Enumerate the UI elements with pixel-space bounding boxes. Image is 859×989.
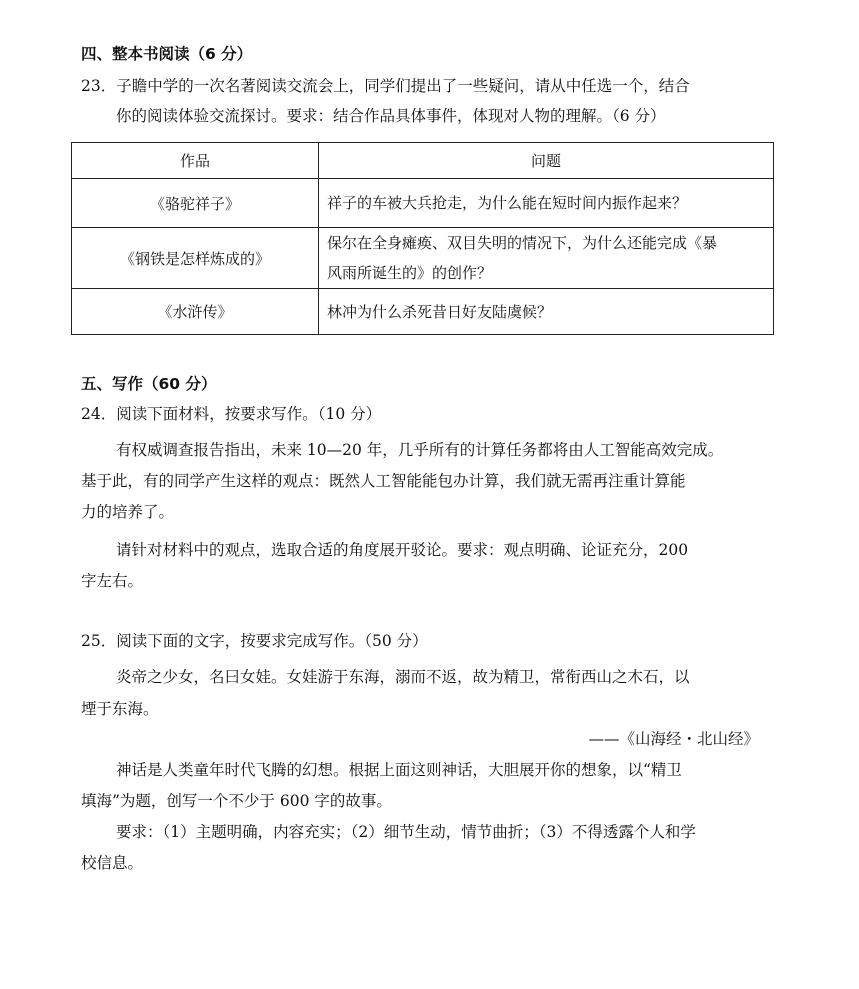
- header-question: 问题: [319, 143, 774, 179]
- q24-requirement-line2: 字左右。: [81, 572, 144, 590]
- q25-myth-line1: 神话是人类童年时代飞腾的幻想。根据上面这则神话，大胆展开你的想象，以“精卫: [116, 761, 682, 779]
- q24-material-line2: 基于此，有的同学产生这样的观点：既然人工智能能包办计算，我们就无需再注重计算能: [81, 472, 686, 490]
- section5-title: 五、写作（60 分）: [81, 375, 217, 393]
- q24-material-line3: 力的培养了。: [81, 503, 175, 521]
- table-row: [72, 179, 774, 228]
- table-header-row: [72, 143, 774, 179]
- q25-requirement-line1: 要求：（1）主题明确，内容充实；（2）细节生动，情节曲折；（3）不得透露个人和学: [116, 823, 696, 841]
- work-cell: 《钢铁是怎样炼成的》: [72, 228, 319, 289]
- work-cell: 《水浒传》: [72, 289, 319, 335]
- question-cell: 林冲为什么杀死昔日好友陆虞候？: [319, 289, 774, 335]
- question-cell: 祥子的车被大兵抢走，为什么能在短时间内振作起来？: [319, 179, 774, 228]
- header-work: 作品: [72, 143, 319, 179]
- work-cell: 《骆驼祥子》: [72, 179, 319, 228]
- q24-material-line1: 有权威调查报告指出，未来 10—20 年，几乎所有的计算任务都将由人工智能高效完成。: [116, 441, 724, 459]
- question-line: 保尔在全身瘫痪、双目失明的情况下，为什么还能完成《暴: [327, 234, 718, 252]
- section4-title: 四、整本书阅读（6 分）: [81, 45, 253, 63]
- q25-text-line2: 堙于东海。: [81, 700, 159, 718]
- q25-myth-line2: 填海”为题，创写一个不少于 600 字的故事。: [81, 792, 392, 810]
- q25-requirement-line2: 校信息。: [81, 854, 144, 872]
- q24-prompt: 24．阅读下面材料，按要求写作。（10 分）: [81, 405, 382, 423]
- q25-prompt: 25．阅读下面的文字，按要求完成写作。（50 分）: [81, 632, 428, 650]
- q23-line1: 23．子瞻中学的一次名著阅读交流会上，同学们提出了一些疑问，请从中任选一个，结合: [81, 77, 690, 95]
- q25-text-line1: 炎帝之少女，名曰女娃。女娃游于东海，溺而不返，故为精卫，常衔西山之木石，以: [116, 668, 690, 686]
- question-cell: [319, 228, 774, 289]
- q23-line2: 你的阅读体验交流探讨。要求：结合作品具体事件，体现对人物的理解。（6 分）: [116, 107, 666, 125]
- question-line: 风雨所诞生的》的创作？: [327, 264, 493, 282]
- table-row: [72, 289, 774, 335]
- works-table: [71, 142, 774, 335]
- q24-requirement-line1: 请针对材料中的观点，选取合适的角度展开驳论。要求：观点明确、论证充分，200: [116, 541, 689, 559]
- q25-source: ——《山海经・北山经》: [588, 730, 759, 748]
- table-row: [72, 228, 774, 289]
